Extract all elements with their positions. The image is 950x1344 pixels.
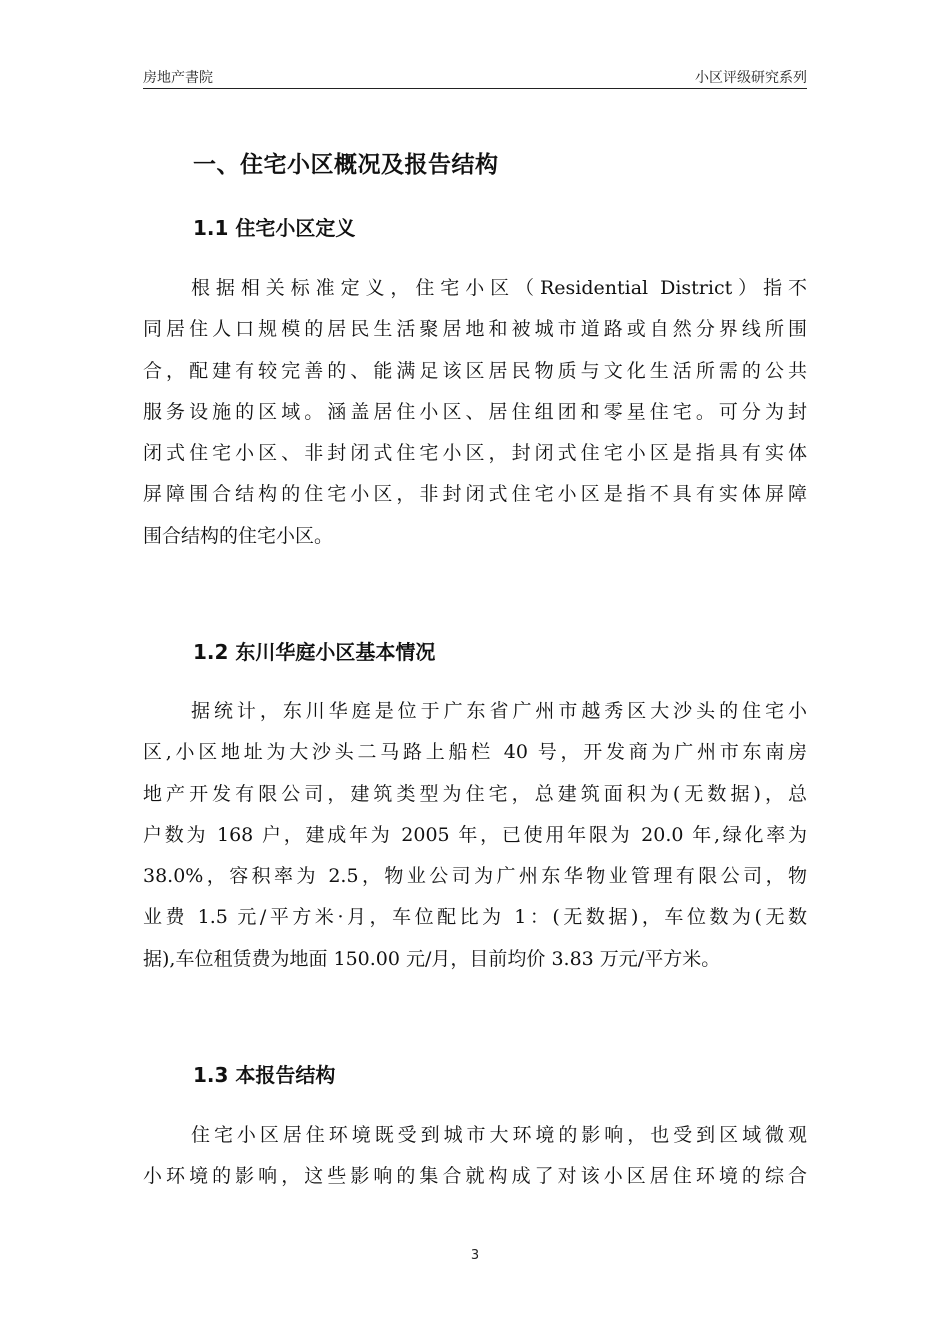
page-number: 3 xyxy=(470,1248,480,1263)
paragraph-line: 围合结构的住宅小区。 xyxy=(143,524,334,547)
paragraph-line: 服务设施的区域。涵盖居住小区、居住组团和零星住宅。可分为封 xyxy=(143,400,807,423)
header-publisher: 房地产書院 xyxy=(143,70,213,86)
paragraph-line: 地产开发有限公司，建筑类型为住宅，总建筑面积为(无数据)，总 xyxy=(143,782,807,805)
paragraph-definition xyxy=(143,268,807,557)
section-title-1-2: 1.2 东川华庭小区基本情况 xyxy=(193,640,436,664)
paragraph-line: 闭式住宅小区、非封闭式住宅小区，封闭式住宅小区是指具有实体 xyxy=(143,442,807,465)
paragraph-line: 38.0%，容积率为 2.5，物业公司为广州东华物业管理有限公司，物 xyxy=(143,865,807,888)
paragraph-line: 合，配建有较完善的、能满足该区居民物质与文化生活所需的公共 xyxy=(143,359,807,382)
paragraph-line: 住宅小区居住环境既受到城市大环境的影响，也受到区域微观 xyxy=(191,1124,807,1146)
paragraph-line: 户数为 168 户，建成年为 2005 年，已使用年限为 20.0 年,绿化率为 xyxy=(143,823,807,846)
paragraph-report-structure xyxy=(143,1115,807,1198)
paragraph-line: 据),车位租赁费为地面 150.00 元/月，目前均价 3.83 万元/平方米。 xyxy=(143,947,721,970)
header-series: 小区评级研究系列 xyxy=(695,70,807,86)
paragraph-line: 同居住人口规模的居民生活聚居地和被城市道路或自然分界线所围 xyxy=(143,318,807,341)
paragraph-line: 根据相关标准定义，住宅小区（Residential District）指不 xyxy=(191,277,807,299)
chapter-title: 一、住宅小区概况及报告结构 xyxy=(193,152,499,178)
paragraph-line: 区,小区地址为大沙头二马路上船栏 40 号，开发商为广州市东南房 xyxy=(143,741,807,764)
paragraph-basic-info xyxy=(143,691,807,980)
paragraph-line: 业费 1.5 元/平方米·月，车位配比为 1：(无数据)，车位数为(无数 xyxy=(143,906,807,929)
paragraph-line: 据统计，东川华庭是位于广东省广州市越秀区大沙头的住宅小 xyxy=(191,700,807,722)
paragraph-line: 屏障围合结构的住宅小区，非封闭式住宅小区是指不具有实体屏障 xyxy=(143,483,807,506)
section-title-1-1: 1.1 住宅小区定义 xyxy=(193,216,356,240)
paragraph-line: 小环境的影响，这些影响的集合就构成了对该小区居住环境的综合 xyxy=(143,1165,807,1188)
page-header xyxy=(143,66,807,89)
section-title-1-3: 1.3 本报告结构 xyxy=(193,1063,336,1087)
